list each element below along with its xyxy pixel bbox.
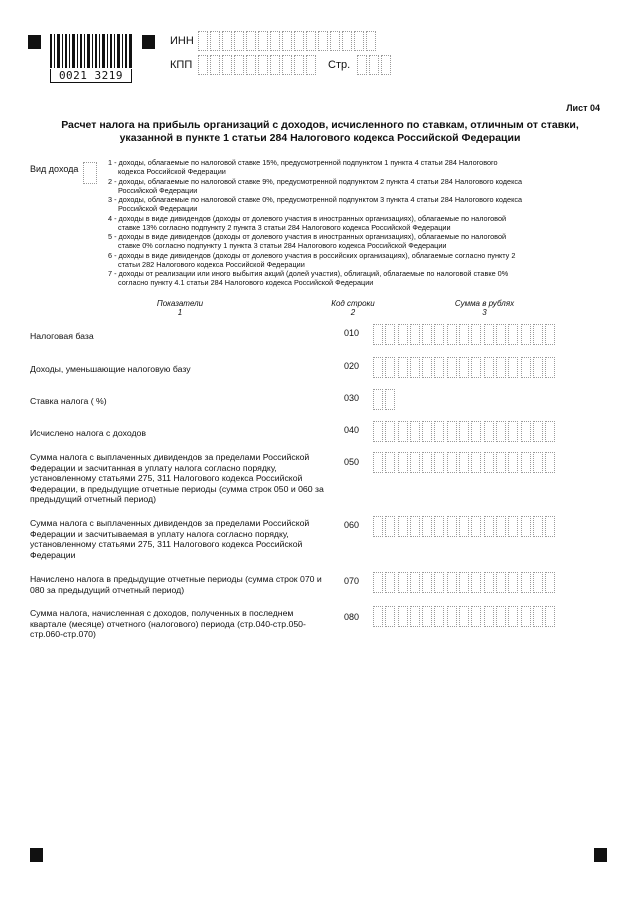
row-080-code: 080	[344, 612, 360, 622]
row-030-code: 030	[344, 393, 360, 403]
income-type-label: Вид дохода	[30, 164, 79, 174]
column-header-line-code: Код строки 2	[331, 299, 375, 317]
row-040-code: 040	[344, 425, 360, 435]
page-cells[interactable]	[357, 55, 393, 75]
row-060-cells[interactable]	[373, 516, 557, 537]
income-type-item: 6 - доходы в виде дивидендов (доходы от долевого участия в российских организациях), облагаемые согласно пункту 2 статьи 282 Налогового кодекса Российской Федерации	[108, 250, 516, 269]
row-080-label: Сумма налога, начисленная с доходов, полученных в последнем квартале (месяце) отчетного (налогового) периода (стр.040-стр.050-стр.060-стр.070)	[30, 608, 306, 639]
row-010-cells[interactable]	[373, 324, 557, 345]
column-header-indicators: Показатели 1	[156, 299, 204, 317]
row-060-label: Сумма налога с выплаченных дивидендов за пределами Российской Федерации и засчитываемая в уплату налога согласно порядку, установленному статьями 275, 311 Налогового кодекса Российской Федерации	[30, 518, 310, 560]
income-type-item: 3 - доходы, облагаемые по налоговой ставке 0%, предусмотренной подпунктом 3 пункта 4 статьи 284 Налогового кодекса Российской Федерации	[108, 195, 523, 213]
page-label: Стр.	[328, 59, 351, 71]
income-type-item: 2 - доходы, облагаемые по налоговой ставке 9%, предусмотренной подпунктом 2 пункта 4 статьи 284 Налогового кодекса Российской Федерации	[108, 176, 523, 195]
row-030-cells[interactable]	[373, 389, 398, 410]
income-type-item: 7 - доходы от реализации или иного выбытия акций (долей участия), облигаций, облагаемые по налоговой ставке 0% согласно пункту 4.1 статьи 284 Налогового кодекса Российской Федерации	[108, 269, 509, 287]
marker-bottom-left	[30, 848, 43, 862]
row-020-cells[interactable]	[373, 357, 557, 378]
income-type-item: 4 - доходы в виде дивидендов (доходы от долевого участия в иностранных организациях), облагаемые по налоговой ставке 13% согласно подпункту 2 пункта 3 статьи 284 Налогового кодекса Российской Федерации	[108, 213, 507, 232]
row-050-cells[interactable]	[373, 452, 557, 473]
page-title	[40, 119, 600, 145]
row-070-code: 070	[344, 576, 360, 586]
income-type-item: 5 - доходы в виде дивидендов (доходы от долевого участия в иностранных организациях), облагаемые по налоговой ставке 0% согласно подпункту 1 пункта 3 статьи 284 Налогового кодекса Российской Федерации	[108, 232, 507, 250]
inn-cells[interactable]	[198, 31, 378, 51]
kpp-label: КПП	[170, 59, 193, 71]
inn-label: ИНН	[170, 35, 194, 47]
marker-top-right	[142, 35, 155, 49]
row-040-label: Исчислено налога с доходов	[30, 428, 146, 438]
row-010-code: 010	[344, 328, 360, 338]
barcode	[50, 34, 132, 68]
row-080-cells[interactable]	[373, 606, 557, 627]
marker-top-left	[28, 35, 41, 49]
barcode-number: 0021 3219	[50, 69, 132, 83]
income-type-list	[108, 158, 598, 288]
sheet-label: Лист 04	[566, 103, 600, 113]
row-060-code: 060	[344, 520, 360, 530]
income-type-item: 1 - доходы, облагаемые по налоговой ставке 15%, предусмотренной подпунктом 1 пункта 4 статьи 284 Налогового кодекса Российской Федерации	[108, 158, 498, 176]
title-line-1: Расчет налога на прибыль организаций с доходов, исчисленного по ставкам, отличным от ставки,	[61, 119, 579, 131]
row-050-label: Сумма налога с выплаченных дивидендов за пределами Российской Федерации и засчитанная в уплату налога согласно порядку, установленному статьями 275, 311 Налогового кодекса Российской Федерации, в предыдущие отчетные периоды (сумма строк 050 и 060 за предыдущий отчетный период)	[30, 452, 324, 504]
column-header-amount: Сумма в рублях 3	[454, 299, 515, 317]
row-020-label: Доходы, уменьшающие налоговую базу	[30, 364, 191, 374]
row-010-label: Налоговая база	[30, 331, 94, 341]
row-020-code: 020	[344, 361, 360, 371]
marker-bottom-right	[594, 848, 607, 862]
row-030-label: Ставка налога ( %)	[30, 396, 107, 406]
income-type-cell[interactable]	[83, 162, 97, 184]
row-070-cells[interactable]	[373, 572, 557, 593]
row-070-label: Начислено налога в предыдущие отчетные периоды (сумма строк 070 и 080 за предыдущий отчетный период)	[30, 574, 322, 595]
kpp-cells[interactable]	[198, 55, 318, 75]
row-050-code: 050	[344, 457, 360, 467]
title-line-2: указанной в пункте 1 статьи 284 Налогового кодекса Российской Федерации	[119, 132, 521, 144]
row-040-cells[interactable]	[373, 421, 557, 442]
